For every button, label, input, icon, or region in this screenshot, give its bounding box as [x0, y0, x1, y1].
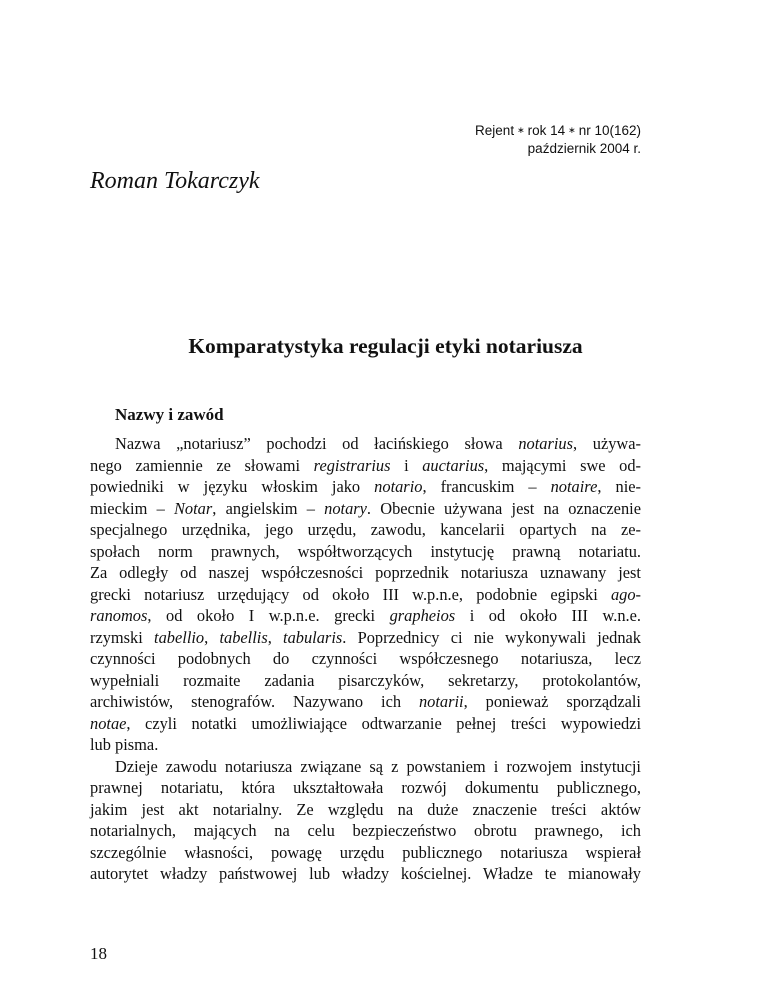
text-run: Dzieje zawodu notariusza związane są z powstaniem i rozwojem instytucji: [115, 756, 641, 776]
text-run: , używa-: [573, 434, 641, 453]
page-number: 18: [90, 944, 107, 963]
text-run: lub pisma.: [90, 735, 159, 754]
text-run: Za odległy od naszej współczesności poprzednik notariusza uznawany jest: [90, 563, 641, 582]
text-run: autorytet władzy państwowej lub władzy kościelnej. Władze te mianowały: [90, 864, 641, 883]
text-run: specjalnego urzędnika, jego urzędu, zawodu, kancelarii opartych na ze-: [90, 520, 641, 539]
body-line: [90, 863, 641, 885]
author-name: Roman Tokarczyk: [90, 168, 260, 194]
body-line: [90, 691, 641, 713]
text-run: i od około III w.n.e.: [455, 606, 641, 625]
text-run: , francuskim –: [422, 477, 551, 496]
body-line: [90, 605, 641, 627]
body-line: [90, 734, 641, 756]
journal-name: Rejent: [475, 123, 515, 138]
body-line: [90, 541, 641, 563]
italic-term: notae: [90, 713, 127, 733]
text-run: grecki notariusz urzędujący od około III w.p.n.e, podobnie egipski: [90, 584, 611, 604]
separator-star-icon: ∗: [568, 125, 576, 135]
italic-term: auctarius: [422, 455, 485, 475]
header-date: październik 2004 r.: [527, 141, 641, 156]
body-line: [90, 627, 641, 649]
italic-term: tabularis: [283, 627, 343, 647]
italic-term: Notar: [173, 498, 213, 518]
body-line: [90, 519, 641, 541]
text-run: , ponieważ sporządzali: [463, 692, 641, 711]
body-line: [90, 584, 641, 606]
body-line: [90, 777, 641, 799]
text-run: mieckim –: [90, 498, 174, 518]
italic-term: notario: [374, 477, 423, 496]
text-run: czynności podobnych do czynności współczesnego notariusza, lecz: [90, 649, 641, 668]
article-title: Komparatystyka regulacji etyki notariusza: [188, 334, 583, 358]
body-line: [90, 799, 641, 821]
italic-term: grapheios: [389, 606, 456, 625]
text-run: nego zamiennie ze słowami: [90, 455, 314, 475]
text-run: archiwistów, stenografów. Nazywano ich: [90, 692, 419, 711]
body-line: [90, 756, 641, 778]
text-run: . Obecnie używana jest na oznaczenie: [366, 498, 641, 518]
text-run: notarialnych, mających na celu bezpieczeństwo obrotu prawnego, ich: [90, 821, 641, 840]
text-run: szczególnie własności, powagę urzędu publicznego notariusza wspierał: [90, 842, 641, 862]
text-run: , czyli notatki umożliwiające odtwarzanie pełnej treści wypowiedzi: [126, 713, 641, 733]
text-run: prawnej notariatu, która ukształtowała rozwój dokumentu publicznego,: [90, 778, 641, 797]
article-body: [90, 433, 641, 885]
text-run: jakim jest akt notarialny. Ze względu na duże znaczenie treści aktów: [90, 799, 641, 819]
italic-term: tabellis: [219, 627, 268, 647]
text-run: , od około I w.p.n.e. grecki: [147, 606, 390, 625]
text-run: i: [390, 455, 423, 475]
body-line: [90, 842, 641, 864]
separator-star-icon: ∗: [517, 125, 525, 135]
body-line: [90, 713, 641, 735]
body-line: [90, 670, 641, 692]
journal-issue: nr 10(162): [578, 123, 641, 138]
text-run: . Poprzednicy ci nie wykonywali jednak: [342, 627, 641, 647]
text-run: społach norm prawnych, współtworzących instytucję prawną notariatu.: [90, 541, 641, 561]
running-header: [475, 121, 641, 158]
text-run: rzymski: [90, 627, 155, 647]
text-run: , angielskim –: [212, 498, 325, 518]
text-run: ,: [267, 627, 284, 647]
italic-term: registrarius: [313, 455, 391, 475]
text-run: wypełniali rozmaite zadania pisarczyków, sekretarzy, protokolantów,: [90, 670, 641, 690]
text-run: ,: [204, 627, 220, 647]
italic-term: notarius: [518, 434, 574, 453]
body-line: [90, 820, 641, 842]
text-run: Nazwa „notariusz” pochodzi od łacińskiego słowa: [115, 434, 519, 453]
italic-term: tabellio: [154, 627, 205, 647]
italic-term: notary: [324, 498, 367, 518]
journal-year: rok 14: [527, 123, 566, 138]
body-line: [90, 455, 641, 477]
text-run: powiedniki w języku włoskim jako: [90, 477, 375, 496]
body-line: [90, 498, 641, 520]
body-line: [90, 562, 641, 584]
italic-term: ago-: [610, 584, 641, 604]
italic-term: ranomos: [90, 606, 148, 625]
text-run: , mającymi swe od-: [484, 455, 641, 475]
text-run: , nie-: [597, 477, 641, 496]
body-line: [90, 648, 641, 670]
header-citation: [475, 121, 641, 140]
italic-term: notaire: [550, 477, 598, 496]
section-heading: Nazwy i zawód: [115, 405, 224, 424]
italic-term: notarii: [418, 692, 464, 711]
body-line: [90, 476, 641, 498]
body-line: [90, 433, 641, 455]
